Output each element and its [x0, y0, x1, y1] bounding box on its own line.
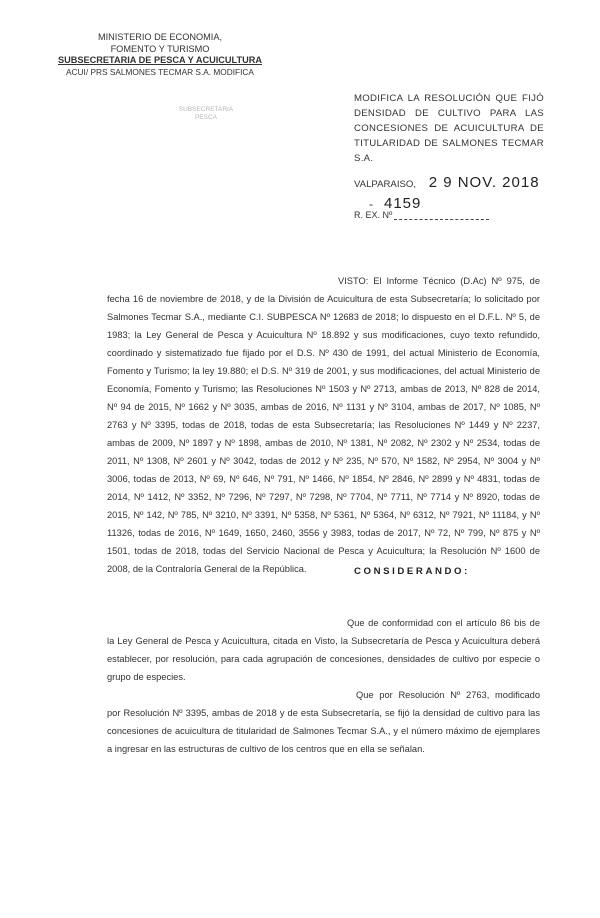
- received-stamp: [178, 106, 234, 136]
- considerando-1-lead: Que de conformidad con el artículo 86 bis: [347, 618, 527, 628]
- visto-lead: VISTO: El Informe Técnico (D.Ac) Nº 975, de: [338, 276, 540, 286]
- ministry-line-2: FOMENTO Y TURISMO: [110, 43, 210, 54]
- date-stamp: 2 9 NOV. 2018: [428, 174, 540, 191]
- place: VALPARAISO,: [354, 179, 417, 190]
- considerando-1-body: de la Ley General de Pesca y Acuicultura, citada en Visto, la Subsecretaría de Pesca y Acuicultura deberá establecer, por resolución, para cada agrupación de concesiones, densidades de cultivo por especie o grupo de especies.: [107, 618, 541, 682]
- visto-paragraph: [107, 272, 540, 578]
- stamp-line-2: PESCA: [194, 114, 218, 121]
- ministry-line-1: MINISTERIO DE ECONOMIA,: [97, 32, 223, 42]
- subsecretaria-name: SUBSECRETARIA DE PESCA Y ACUICULTURA: [57, 55, 262, 65]
- reference-code: ACUI/ PRS SALMONES TECMAR S.A. MODIFICA: [66, 66, 254, 77]
- stamp-line-1: SUBSECRETARIA: [178, 106, 234, 113]
- dateline: [354, 174, 540, 191]
- resolution-number: [354, 195, 489, 220]
- number-underline: [394, 219, 489, 220]
- resolution-subject: MODIFICA LA RESOLUCIÓN QUE FIJÓ DENSIDAD DE CULTIVO PARA LAS CONCESIONES DE ACUICULTURA DE TITULARIDAD DE SALMONES TECMAR S.A.: [354, 93, 544, 164]
- considerando-heading: CONSIDERANDO:: [354, 566, 470, 577]
- considerando-2-body: por Resolución Nº 3395, ambas de 2018 y de esta Subsecretaría, se fijó la densidad de cultivo para las concesiones de acuicultura de titularidad de Salmones Tecmar S.A., y el número máximo de ejemplares a ingresar en las estructuras de cultivo de los centros que en ella se señalan.: [107, 708, 540, 754]
- resolution-label: R. EX. Nº: [354, 210, 393, 220]
- considerando-paragraph-2: [107, 686, 540, 758]
- number-dash: -: [369, 197, 373, 211]
- considerando-paragraph-1: [107, 614, 540, 686]
- letterhead: [55, 32, 265, 78]
- visto-body: fecha 16 de noviembre de 2018, y de la División de Acuicultura de esta Subsecretaría; lo solicitado por Salmones Tecmar S.A., mediante C.I. SUBPESCA Nº 12683 de 2018; lo dispuesto en el D.F.L. Nº 5, de 1983; la Ley General de Pesca y Acuicultura Nº 18.892 y sus modificaciones, cuyo texto refundido, coordinado y sistematizado fue fijado por el D.S. Nº 430 de 1991, del actual Ministerio de Economía, Fomento y Turismo; la ley 19.880; el D.S. Nº 319 de 2001, y sus modificaciones, del actual Ministerio de Economía, Fomento y Turismo; las Resoluciones Nº 1503 y Nº 2713, ambas de 2013, Nº 828 de 2014, Nº 94 de 2015, Nº 1662 y Nº 3035, ambas de 2016, Nº 1131 y Nº 3104, ambas de 2017, Nº 1085, Nº 2763 y Nº 3395, todas de 2018, todas de esta Subsecretaría; las Resoluciones Nº 1449 y Nº 2237, ambas de 2009, Nº 1897 y Nº 1898, ambas de 2010, Nº 1381, Nº 2082, Nº 2302 y Nº 2534, todas de 2011, Nº 1308, Nº 2601 y Nº 3042, todas de 2012 y Nº 235, Nº 570, Nº 1582, Nº 2954, Nº 3004 y Nº 3006, todas de 2013, Nº 69, Nº 646, Nº 791, Nº 1466, Nº 1854, Nº 2846, Nº 2899 y Nº 4831, todas de 2014, Nº 1412, Nº 3352, Nº 7296, Nº 7297, Nº 7298, Nº 7704, Nº 7711, Nº 7714 y Nº 8920, todas de 2015, Nº 142, Nº 785, Nº 3210, Nº 3391, Nº 5358, Nº 5361, Nº 5364, Nº 6312, Nº 7921, Nº 11184, y Nº 11326, todas de 2016, Nº 1649, 1650, 2460, 3556 y 3983, todas de 2017, Nº 72, Nº 799, Nº 875 y Nº 1501, todas de 2018, todas del Servicio Nacional de Pesca y Acuicultura; la Resolución Nº 1600 de 2008, de la Contraloría General de la República.: [107, 294, 540, 574]
- considerando-2-lead: Que por Resolución Nº 2763, modificado: [356, 690, 540, 700]
- resolution-number-value: 4159: [384, 195, 422, 212]
